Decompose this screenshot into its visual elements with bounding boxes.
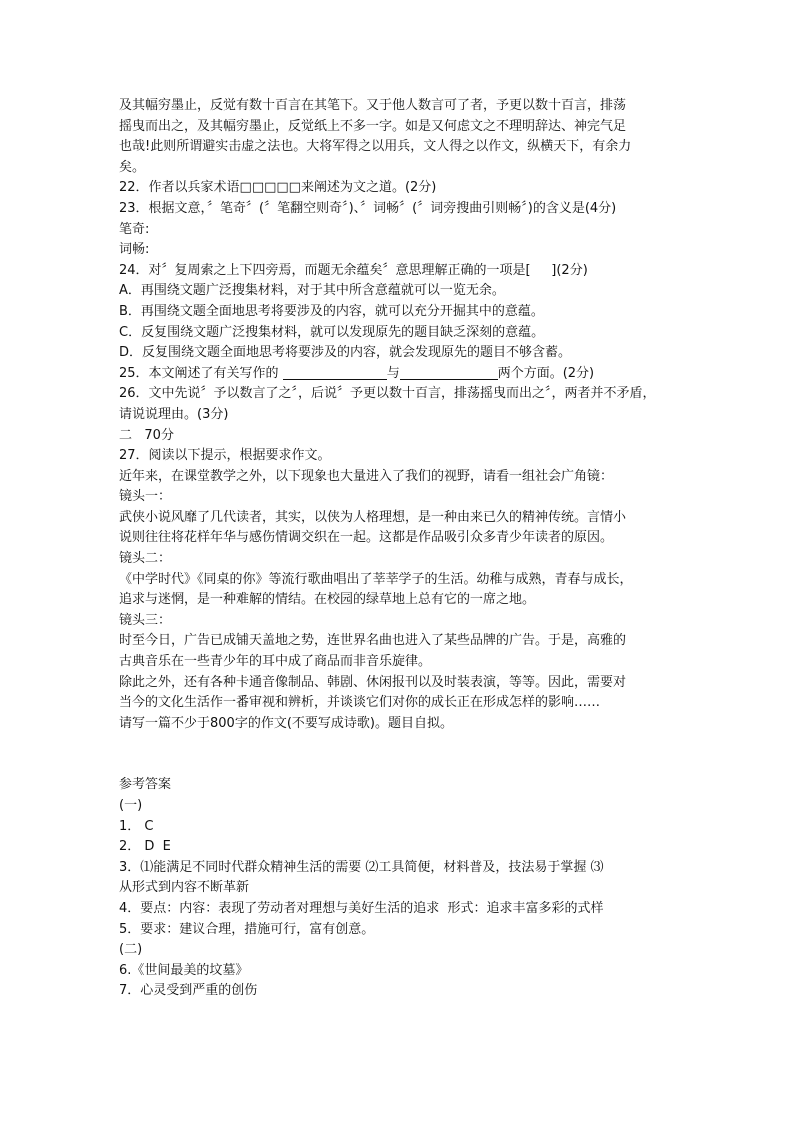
answer-line: 从形式到内容不断革新 [119,880,250,896]
essay-line: 古典音乐在一些青少年的耳中成了商品而非音乐旋律。 [119,654,432,670]
answer-blank [283,365,387,380]
question-25-suffix: 两个方面。(2分) [497,365,595,381]
answer-list [119,796,684,1002]
essay-line: 除此之外，还有各种卡通音像制品、韩剧、休闲报刊以及时装表演，等等。因此，需要对 [119,674,627,690]
section-2-header: 二 70分 [119,427,174,443]
essay-line: 当今的文化生活作一番审视和辨析，并谈谈它们对你的成长正在形成怎样的影响…… [119,695,601,711]
question-22: 22．作者以兵家术语□□□□□来阐述为文之道。(2分) [119,180,437,196]
essay-line: 请写一篇不少于800字的作文(不要写成诗歌)。题目自拟。 [119,715,453,731]
essay-line: 近年来，在课堂教学之外，以下现象也大量进入了我们的视野，请看一组社会广角镜： [119,468,614,484]
question-25-prefix: 25．本文阐述了有关写作的 [119,365,283,381]
passage [119,96,684,178]
essay-line: 武侠小说风靡了几代读者，其实，以侠为人格理想，是一种由来已久的精神传统。言情小 [119,509,627,525]
answers-title: 参考答案 [119,777,172,793]
essay-line: 镜头三： [119,612,172,628]
answer-line: 7．心灵受到严重的创伤 [119,983,258,999]
question-23-answer-a: 笔奇: [119,221,150,237]
option-b: B．再围绕文题全面地思考将要涉及的内容，就可以充分开掘其中的意蕴。 [119,303,544,319]
question-24: 24．对〞复周索之上下四旁焉，而题无余蕴矣〞意思理解正确的一项是[ ](2分) [119,262,588,278]
answer-line: 5．要求：建议合理，措施可行，富有创意。 [119,921,375,937]
essay-line: 《中学时代》《同桌的你》等流行歌曲唱出了莘莘学子的生活。幼稚与成熟，青春与成长， [119,571,633,587]
essay-line: 镜头二： [119,551,172,567]
answer-line: 1． C [119,818,154,834]
passage-line: 矣。 [119,159,146,175]
spacer [119,734,684,775]
answer-blank [400,365,498,380]
question-23: 23．根据文意，〞笔奇〞(〞笔翻空则奇〞)、〞词畅〞(〞词旁搜曲引则畅〞)的含义是(4分) [119,200,617,216]
option-d: D．反复围绕文题全面地思考将要涉及的内容，就会发现原先的题目不够含蓄。 [119,345,572,361]
answer-line: 2． D E [119,839,171,855]
answer-line: 3．⑴能满足不同时代群众精神生活的需要 ⑵工具简便，材料普及，技法易于掌握 ⑶ [119,859,604,875]
answer-line: 4．要点：内容：表现了劳动者对理想与美好生活的追求 形式：追求丰富多彩的式样 [119,900,604,916]
answer-line: (一) [119,798,143,813]
option-c: C．反复围绕文题广泛搜集材料，就可以发现原先的题目缺乏深刻的意蕴。 [119,324,545,340]
passage-line: 也哉!此则所谓避实击虚之法也。大将军得之以用兵，文人得之以作文，纵横天下，有余力 [119,139,632,155]
essay-line: 27．阅读以下提示，根据要求作文。 [119,448,331,464]
question-26: 26．文中先说〞予以数言了之〞，后说〞予更以数十百言，排荡摇曳而出之〞，两者并不矛盾， [119,386,656,402]
essay-prompt [119,446,684,734]
essay-line: 镜头一： [119,489,172,505]
question-23-answer-b: 词畅: [119,242,150,258]
passage-line: 摇曳而出之，及其幅穷墨止，反觉纸上不多一字。如是又何虑文之不理明辞达、神完气足 [119,118,627,134]
passage-line: 及其幅穷墨止，反觉有数十百言在其笔下。又于他人数言可了者，予更以数十百言，排荡 [119,98,627,113]
essay-line: 说则往往将花样年华与感伤情调交织在一起。这都是作品吸引众多青少年读者的原因。 [119,530,614,546]
answer-line: 6.《世间最美的坟墓》 [119,962,249,978]
option-a: A．再围绕文题广泛搜集材料，对于其中所含意蕴就可以一览无余。 [119,283,505,299]
question-25-mid: 与 [386,365,400,381]
essay-line: 追求与迷惘，是一种难解的情结。在校园的绿草地上总有它的一席之地。 [119,592,536,608]
question-26-cont: 请说说理由。(3分) [119,406,229,422]
document-page [119,96,684,1002]
question-25 [119,364,684,385]
answer-line: (二) [119,942,143,958]
essay-line: 时至今日，广告已成铺天盖地之势，连世界名曲也进入了某些品牌的广告。于是，高雅的 [119,633,627,649]
